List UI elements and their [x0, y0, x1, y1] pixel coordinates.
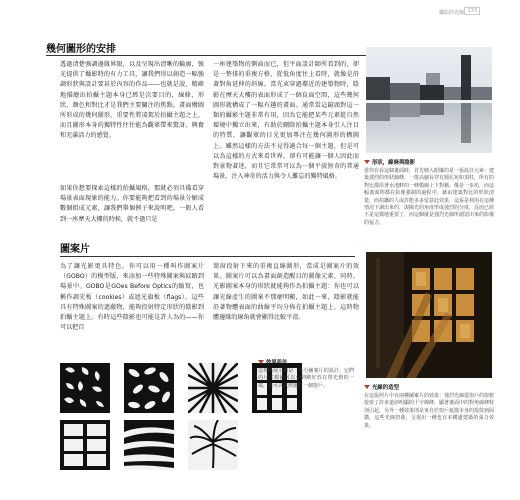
section-title-gobo: 圖案片	[60, 244, 90, 255]
section1-column1-para2: 如果你想要探索這樣的拍攝風格，那就必須具備看穿場景表面現象的能力。你要能夠把看到的場景分解成數個組成元素，讓我們舉個例子來說明吧，一般人看到一座摩天大樓的時候，就不過只是	[60, 185, 204, 223]
caption-title-text: 形狀，線條與陰影	[372, 160, 416, 166]
caption-body: 這裡所展示的是一些分圖案片的設計。它們的尺寸都依可以小到剛好放在閃光燈的一端，也可以大到遮住一個窗戶。	[258, 368, 354, 389]
caption-arrow-icon	[364, 160, 370, 164]
caption-body: 當你在看這個畫面時，首先映入眼簾的是一張設計元素：建築強烈的形狀線條，一排高細長穿有圓孔宛如頂柱，所有的對比都沿著水池畔的一條模線上下對稱，像是一步坊，而這幅畫面則都在影像強制的過程中，藉由建築對比的形狀清楚，而拍攝的人或許能多多留意此效果，這張是利用在這種情況下調出來的，與陽光的角度形成強烈的分度，反而已經不是這樣地重要了，而這個就是強烈光線所創造出來的影像的張力。	[364, 168, 495, 226]
caption-gobo	[258, 358, 354, 390]
architecture-reflection-photo	[366, 47, 492, 153]
caption-arrow-icon	[258, 360, 264, 364]
caption-title-text: 效果設計	[266, 360, 288, 366]
gobo-sunburst-pattern	[188, 363, 238, 413]
gobo-organic-pattern	[60, 363, 110, 413]
section2-column2-text: 葉窗投射下來的重複直線圖形，當成是圖案片的效果。圖案片可以為畫面創造醒目的圖像元素，同時，光影圖案本身的形狀就能夠作為拍攝主題：你也可以讓光線產生的圖案不那麼明顯，如此一來，陰影就能沿著物體表面的曲線平均分佈在拍攝主題上，這時物體邊緣的線角就會顯得比較平滑。	[213, 263, 359, 322]
caption-title-text: 光線的造型	[372, 385, 399, 391]
section1-column1-para1: 透過清楚強調邊緣界限，以及呈現出清晰的輪廓，強光提供了攝影時的有力工具，讓我們得以創造一幅強調形狀與設計要甚於內容的作品——也就是說，精確地描繪出拍攝主題本身已經是次要目的，線條、形狀、顏色和對比才是我們主要關注的焦點。畫面構圖所形成的幾何圖形，重要性將凌駕於拍攝主題之上，而且圖形本身的獨特性往往能為觀眾帶來驚訝、興奮和充滿活力的感覺。	[60, 61, 204, 140]
section-divider	[60, 256, 355, 257]
gobo-window-frame-pattern	[60, 420, 110, 470]
caption-title	[258, 358, 354, 366]
page-number: 133	[464, 7, 480, 15]
caption-light-shape	[364, 383, 494, 430]
caption-arrow-icon	[364, 385, 370, 389]
caption-title	[364, 383, 494, 391]
running-header: 攝影的光線	[438, 10, 464, 16]
gobo-leaf-pattern	[124, 363, 174, 413]
section1-column2-text: 一座建築物的側面而已，但平面設計師所看到的，卻是一整排的重複方格，從低角度往上看時，就像是沿著對角延伸的斜線。當光束穿過鄰近的建築物時，陰影在摩天大樓的表面形成了一個負面空間，這些幾何圖形就構成了一幅有趣的畫面。通常當這鏡頭對這一類的攝影主題非常有用，因為它能把某些元素從自然環境中獨立出來，有助於刪除拍攝主題本身引人注目的特質，讓觀眾的目光更加專注在幾何圖形的構圖上。雖然這樣的方法不見得適合每一個主題，但是可以為這樣的方式來看世界，卻有可能讓一個人因此而對景物著迷，而且它常常可以為一個平淡無奇的普通場景，注入神奇的活力與令人難忘的獨特風格。	[213, 61, 359, 181]
caption-title	[364, 158, 494, 166]
gobo-palm-pattern	[188, 420, 238, 470]
gobo-rays-pattern	[124, 420, 174, 470]
caption-body: 在這張照片中有兩種圖案片的效果：強烈光線從窗戶的窗框投射了許多道斜明顯的十字線條，顯著畫面中的對角線條特別引起，另外一種效果則是來自於窗戶遮擋本身的投射到面牆，這些光線扭曲，呈現出一種也有本構處建築的張力效果。	[364, 393, 495, 429]
section2-column1-text: 為了讓光影更具特色，你可以用一種叫作圖案片（GOBO）的模型版，來添加一些特殊圖案與紋路到場景中。GOBO是GOes Before Optics的縮寫，也稱作調光板（cookies）或遮光旗板（flags）。這些具有特殊圖案的遮蔽物，能夠投射特定形狀的陰影到拍攝主題上。有時這些陰影也可能是許人為的——你可以把百	[60, 263, 204, 332]
section-title-geometric: 幾何圖形的安排	[46, 44, 116, 55]
caption-shape-shadow	[364, 158, 494, 227]
window-light-photo	[366, 252, 492, 378]
